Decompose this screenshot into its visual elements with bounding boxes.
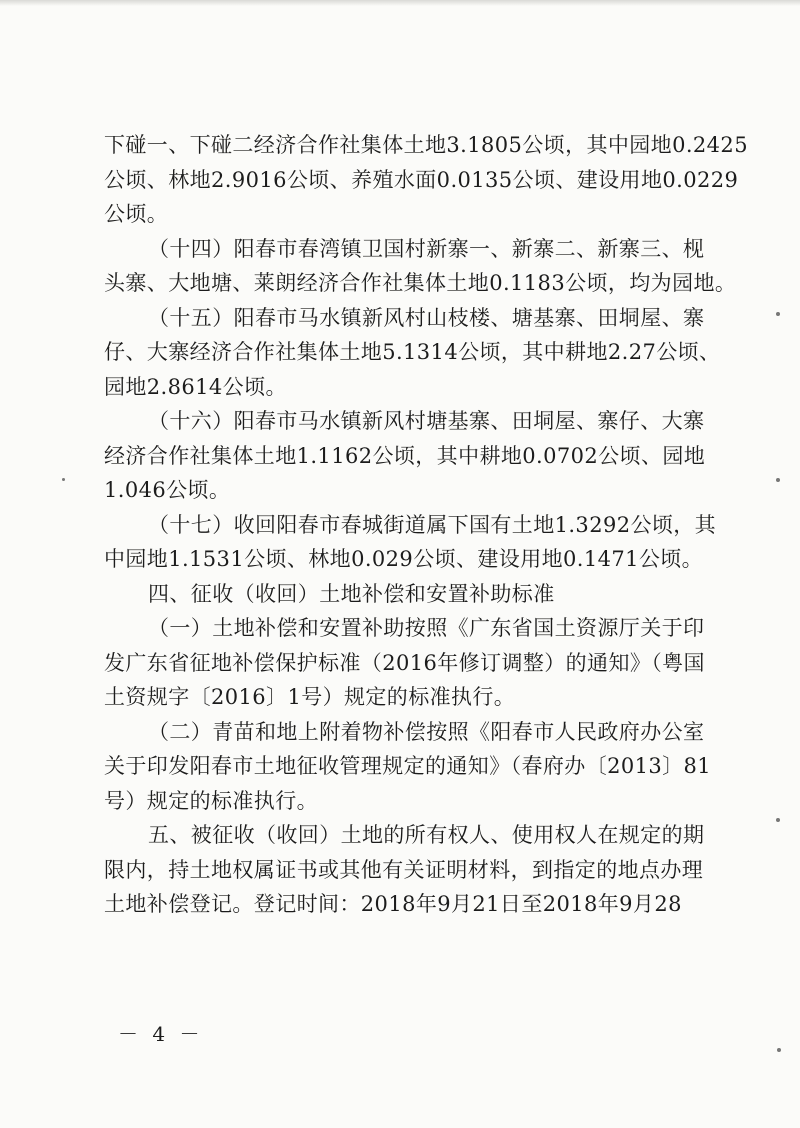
text-line: 经济合作社集体土地1.1162公顷，其中耕地0.0702公顷、园地 — [104, 443, 706, 468]
text-line: （二）青苗和地上附着物补偿按照《阳春市人民政府办公室 — [148, 719, 705, 744]
paragraph — [104, 818, 704, 922]
page-number: － 4 － — [118, 1022, 204, 1046]
text-line: 五、被征收（收回）土地的所有权人、使用权人在规定的期 — [148, 823, 705, 847]
text-line: 1.046公顷。 — [104, 478, 231, 502]
scan-speck — [777, 1048, 781, 1052]
paragraph — [104, 301, 721, 405]
scan-speck — [776, 818, 780, 822]
text-line: （一）土地补偿和安置补助按照《广东省国土资源厅关于印 — [148, 616, 705, 640]
scan-speck — [776, 478, 780, 482]
paragraph — [104, 128, 748, 232]
body-text — [104, 128, 748, 922]
text-line: 下碰一、下碰二经济合作社集体土地3.1805公顷，其中园地0.2425 — [104, 133, 748, 157]
paragraph — [104, 508, 717, 577]
text-line: 关于印发阳春市土地征收管理规定的通知》（春府办〔2013〕81 — [104, 754, 712, 778]
text-line: 号）规定的标准执行。 — [104, 788, 318, 813]
paragraph — [104, 404, 704, 508]
scan-edge-shadow — [0, 0, 800, 6]
text-line: （十七）收回阳春市春城街道属下国有土地1.3292公顷，其 — [148, 512, 717, 537]
text-line: 头寨、大地塘、莱朗经济合作社集体土地0.1183公顷，均为园地。 — [104, 271, 737, 295]
text-line: 限内，持土地权属证书或其他有关证明材料，到指定的地点办理 — [104, 857, 704, 882]
text-line: 发广东省征地补偿保护标准（2016年修订调整）的通知》（粤国 — [104, 650, 705, 675]
text-line: 土地补偿登记。登记时间：2018年9月21日至2018年9月28 — [104, 892, 682, 916]
paragraph — [104, 577, 704, 612]
text-line: 四、征收（收回）土地补偿和安置补助标准 — [148, 581, 555, 606]
text-line: 公顷。 — [104, 202, 169, 226]
text-line: 园地2.8614公顷。 — [104, 374, 287, 399]
text-line: 中园地1.1531公顷、林地0.029公顷、建设用地0.1471公顷。 — [104, 547, 704, 571]
text-line: （十四）阳春市春湾镇卫国村新寨一、新寨二、新寨三、枧 — [148, 236, 705, 261]
text-line: 土资规字〔2016〕1号）规定的标准执行。 — [104, 685, 516, 709]
text-line: （十五）阳春市马水镇新风村山枝楼、塘基寨、田垌屋、寨 — [148, 305, 705, 330]
paragraph — [104, 715, 712, 819]
text-line: （十六）阳春市马水镇新风村塘基寨、田垌屋、寨仔、大寨 — [148, 409, 705, 433]
scan-speck — [62, 478, 65, 481]
scan-speck — [776, 312, 780, 316]
paragraph — [104, 611, 704, 715]
text-line: 仔、大寨经济合作社集体土地5.1314公顷，其中耕地2.27公顷、 — [104, 340, 721, 364]
text-line: 公顷、林地2.9016公顷、养殖水面0.0135公顷、建设用地0.0229 — [104, 167, 739, 192]
paragraph — [104, 232, 737, 301]
